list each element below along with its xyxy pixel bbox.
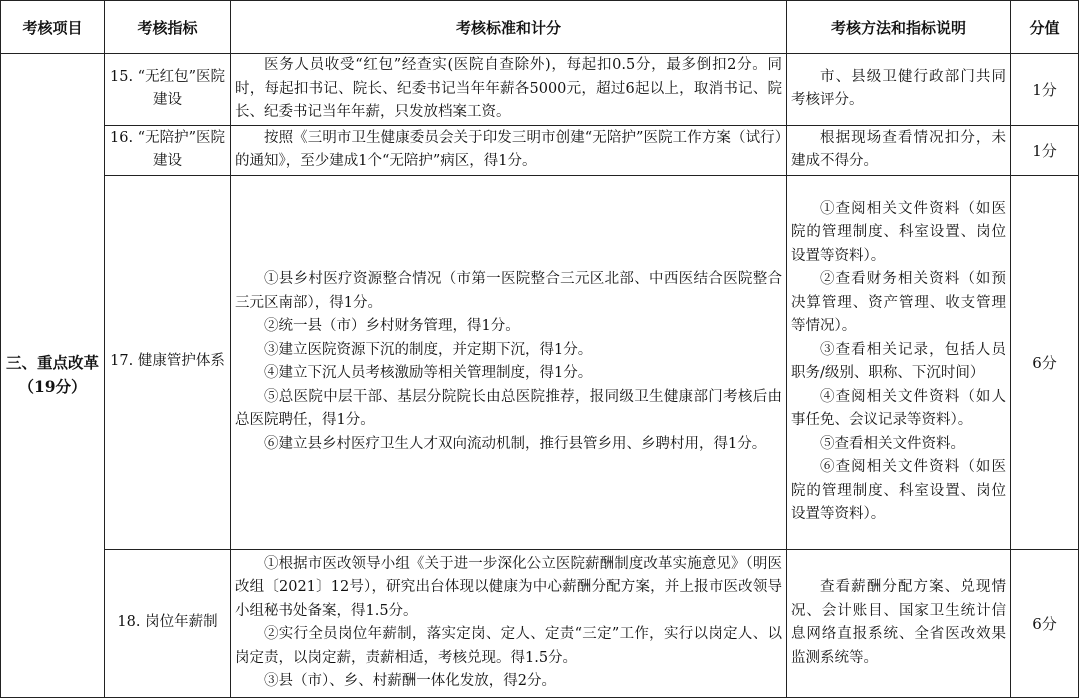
- standard-paragraph: ⑤总医院中层干部、基层分院院长由总医院推荐，报同级卫生健康部门考核后由总医院聘任，得1分。: [235, 388, 782, 428]
- table-row: [1, 125, 1079, 175]
- method-paragraph: ①查阅相关文件资料（如医院的管理制度、科室设置、岗位设置等资料）。: [791, 200, 1006, 264]
- method-paragraph: 查看薪酬分配方案、兑现情况、会计账目、国家卫生统计信息网络直报系统、全省医改效果监测系统等。: [791, 579, 1006, 666]
- table-row: [1, 54, 1079, 126]
- standard-cell: [231, 549, 787, 697]
- method-paragraph: ④查阅相关文件资料（如人事任免、会议记录等资料）。: [791, 388, 1006, 428]
- indicator-cell: 17. 健康管护体系: [105, 175, 231, 549]
- standard-cell: [231, 54, 787, 126]
- score-cell: 6分: [1011, 175, 1079, 549]
- header-score: 分值: [1011, 1, 1079, 54]
- standard-paragraph: 医务人员收受“红包”经查实(医院自查除外)，每起扣0.5分，最多倒扣2分。同时，每起扣书记、院长、纪委书记当年年薪各5000元，超过6起以上，取消书记、院长、纪委书记当年年薪，只发放档案工资。: [235, 57, 782, 120]
- method-paragraph: ⑥查阅相关文件资料（如医院的管理制度、科室设置、岗位设置等资料）。: [791, 459, 1006, 522]
- project-cell: 三、重点改革（19分）: [1, 54, 105, 698]
- header-indicator: 考核指标: [105, 1, 231, 54]
- table-row: [1, 175, 1079, 549]
- indicator-cell: 16. “无陪护”医院建设: [105, 125, 231, 175]
- standard-cell: [231, 175, 787, 549]
- method-paragraph: ③查看相关记录，包括人员职务/级别、职称、下沉时间）: [791, 341, 1006, 381]
- method-paragraph: ②查看财务相关资料（如预决算管理、资产管理、收支管理等情况）。: [791, 271, 1006, 334]
- indicator-cell: 15. “无红包”医院建设: [105, 54, 231, 126]
- header-row: [1, 1, 1079, 54]
- standard-paragraph: 按照《三明市卫生健康委员会关于印发三明市创建“无陪护”医院工作方案（试行）的通知》，至少建成1个“无陪护”病区，得1分。: [235, 129, 782, 169]
- standard-paragraph: ③建立医院资源下沉的制度，并定期下沉，得1分。: [264, 341, 593, 358]
- method-cell: [787, 125, 1011, 175]
- method-paragraph: 根据现场查看情况扣分，未建成不得分。: [791, 129, 1006, 169]
- standard-paragraph: ②统一县（市）乡村财务管理，得1分。: [264, 318, 520, 334]
- table-row: [1, 549, 1079, 697]
- standard-cell: [231, 125, 787, 175]
- method-cell: [787, 54, 1011, 126]
- standard-paragraph: ⑥建立县乡村医疗卫生人才双向流动机制，推行县管乡用、乡聘村用，得1分。: [264, 435, 767, 452]
- standard-paragraph: ①根据市医改领导小组《关于进一步深化公立医院薪酬制度改革实施意见》（明医改组〔2021〕12号），研究出台体现以健康为中心薪酬分配方案，并上报市医改领导小组秘书处备案，得1.5分。: [235, 555, 782, 619]
- score-cell: 6分: [1011, 549, 1079, 697]
- standard-paragraph: ②实行全员岗位年薪制，落实定岗、定人、定责“三定”工作，实行以岗定人、以岗定责，以岗定薪，责薪相适，考核兑现。得1.5分。: [235, 626, 782, 666]
- method-paragraph: 市、县级卫健行政部门共同考核评分。: [791, 68, 1006, 109]
- header-standard: 考核标准和计分: [231, 1, 787, 54]
- indicator-cell: 18. 岗位年薪制: [105, 549, 231, 697]
- standard-paragraph: ③县（市）、乡、村薪酬一体化发放，得2分。: [264, 673, 556, 689]
- score-cell: 1分: [1011, 54, 1079, 126]
- score-cell: 1分: [1011, 125, 1079, 175]
- header-method: 考核方法和指标说明: [787, 1, 1011, 54]
- standard-paragraph: ④建立下沉人员考核激励等相关管理制度，得1分。: [264, 365, 593, 381]
- method-paragraph: ⑤查看相关文件资料。: [820, 435, 965, 452]
- header-project: 考核项目: [1, 1, 105, 54]
- method-cell: [787, 549, 1011, 697]
- standard-paragraph: ①县乡村医疗资源整合情况（市第一医院整合三元区北部、中西医结合医院整合三元区南部），得1分。: [235, 271, 782, 311]
- method-cell: [787, 175, 1011, 549]
